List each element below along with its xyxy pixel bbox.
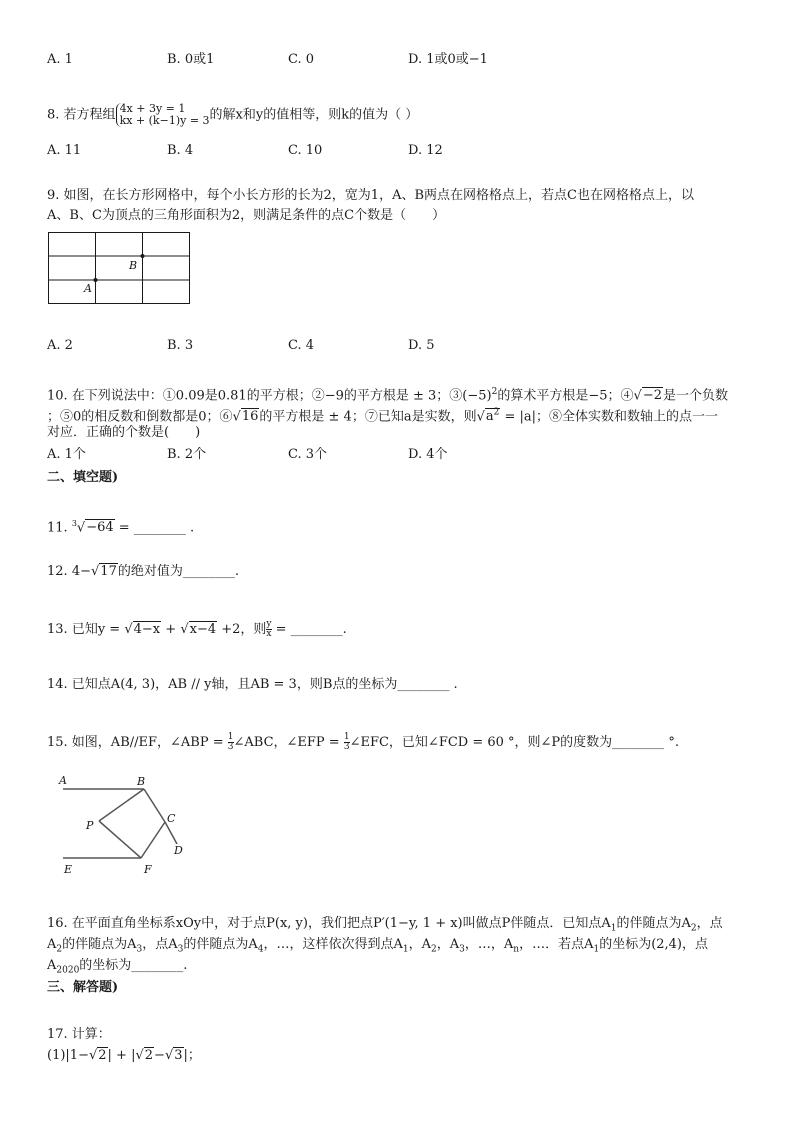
q16-text: ，点A [142, 937, 178, 952]
q16-text: 16. 在平面直角坐标系xOy中，对于点P(x, y)，我们把点P′(1−y, 1 + x)叫做点P伴随点．已知点A [47, 916, 611, 931]
q16-subscript: 4 [257, 944, 264, 955]
q17-radicand: 2 [98, 1048, 107, 1063]
q10-option-a: A. 1个 [47, 447, 86, 462]
q13-answer-blank: = ________. [271, 622, 347, 637]
q9-stem-line2: A、B、C为顶点的三角形面积为2，则满足条件的点C个数是（ ） [47, 208, 446, 223]
q15-text: 15. 如图，AB//EF，∠ABP = [47, 735, 228, 750]
q10-sup: 2 [493, 408, 500, 418]
q16-stem-line3 [47, 957, 187, 980]
q10-stem-line2: ；⑤0的相反数和倒数都是0；⑥√16的平方根是 ± 4；⑦已知a是实数，则$√a^2 = |a|$；⑧全体实数和数轴上的点一一 [47, 408, 719, 425]
q17-radicand: 3 [174, 1048, 183, 1063]
q13-text: +2，则 [217, 622, 267, 637]
q8-option-a: A. 11 [47, 143, 82, 158]
q16-subscript: 1 [402, 944, 409, 955]
q17-text: |； [183, 1048, 201, 1063]
q13-radicand-1: 4−x [133, 622, 161, 637]
q7-option-b: B. 0或1 [167, 52, 215, 67]
q8-option-d: D. 12 [408, 143, 443, 158]
q14-stem: 14. 已知点A(4, 3)，AB // y轴，且AB = 3，则B点的坐标为________ . [47, 677, 458, 692]
q7-option-d: D. 1或0或−1 [408, 52, 488, 67]
q8-equation-2: kx + (k−1)y = 3 [119, 114, 210, 127]
q16-text: ，…，A [464, 937, 514, 952]
q8-equation-system [116, 103, 210, 127]
q15-fraction-denominator: 3 [227, 742, 234, 752]
q13-fraction-numerator: y [266, 619, 272, 629]
q17-title: 17. 计算： [47, 1027, 111, 1042]
q9-label-b: B [129, 259, 138, 272]
q16-text: ，…，这样依次得到点A [263, 937, 403, 952]
q10-option-b: B. 2个 [167, 447, 207, 462]
q8-option-b: B. 4 [167, 143, 194, 158]
q15-label-b: B [137, 775, 146, 788]
q17-text: | + | [107, 1048, 136, 1063]
q11-answer-blank: = ________ . [114, 520, 195, 536]
q10-option-d: D. 4个 [408, 447, 448, 462]
q15-figure-lines [63, 789, 177, 858]
q9-point-a [94, 278, 98, 282]
q16-subscript: n [513, 944, 520, 955]
q17-text: (1)|1− [47, 1048, 89, 1063]
q16-text: 的伴随点为A [62, 937, 137, 952]
q16-text: ，A [408, 937, 432, 952]
q8-prefix: 若方程组 [63, 107, 116, 123]
q9-stem-line1: 9. 如图，在长方形网格中，每个小长方形的长为2，宽为1，A、B两点在网格格点上，若点C也在网格格点上，以 [47, 188, 694, 203]
q10-text: 是一个负数 [662, 388, 728, 404]
q16-subscript: 3 [177, 944, 184, 955]
q10-text: ；⑤0的相反数和倒数都是0；⑥ [47, 409, 233, 425]
q11-number: 11. [47, 520, 68, 536]
q16-text: 的伴随点为A [616, 916, 691, 931]
q16-subscript: 1 [610, 923, 617, 934]
q15-fraction-numerator: 1 [227, 732, 234, 742]
q15-label-a: A [59, 774, 67, 787]
q9-label-a: A [84, 282, 92, 295]
q15-label-e: E [64, 863, 73, 876]
q11-stem: 11. $^3$√−64 = ________ . [47, 519, 195, 536]
q10-radicand-base: a [485, 409, 494, 425]
q16-text: ，A [436, 937, 460, 952]
q8-suffix: 的解x和y的值相等，则k的值为（ ） [209, 107, 419, 123]
q10-radicand: 16 [241, 409, 259, 425]
q10-stem-line3: 对应．正确的个数是( ) [47, 425, 201, 440]
section-2-heading: 二、填空题) [47, 470, 119, 485]
q10-radicand: −2 [642, 388, 662, 404]
q15-label-c: C [167, 812, 176, 825]
q16-text: A [47, 958, 57, 973]
q9-grid-figure [47, 231, 193, 307]
q16-answer-blank: 的坐标为________. [79, 958, 188, 973]
q13-stem: 13. 已知y = √4−x + √x−4 +2，则 $\frac{y}{x}$ = ________. [47, 619, 347, 639]
q13-radicand-2: x−4 [189, 622, 217, 637]
q13-number: 13. [47, 622, 68, 637]
q8-equation-1: 4x + 3y = 1 [119, 102, 186, 115]
q9-point-b [141, 254, 145, 258]
section-3-heading: 三、解答题) [47, 980, 119, 995]
q12-stem: 12. 4−√17的绝对值为________. [47, 564, 239, 579]
q9-option-b: B. 3 [167, 338, 194, 353]
q16-stem-line2 [47, 936, 708, 959]
q13-fraction-denominator: x [266, 629, 272, 639]
q16-text: A [47, 937, 57, 952]
q16-subscript: 3 [136, 944, 143, 955]
q8-stem [47, 103, 418, 127]
q16-text: 的坐标为(2,4)，点 [599, 937, 709, 952]
q15-label-p: P [86, 819, 94, 832]
q16-text: ，…．若点A [519, 937, 594, 952]
q15-stem [47, 733, 679, 752]
q15-figure [55, 772, 195, 876]
q17-part-1: (1)|1−√2| + |√2−√3|； [47, 1048, 201, 1063]
q12-radicand: 17 [100, 564, 117, 579]
q13-text: 已知y = [71, 622, 125, 637]
q17-radicand: 2 [144, 1048, 154, 1063]
q10-text: 的算术平方根是−5；④ [497, 388, 634, 404]
q13-text: + [161, 622, 181, 637]
q11-radicand: −64 [86, 520, 114, 536]
q12-answer-blank: 的绝对值为________. [117, 564, 239, 579]
q10-radicand [485, 408, 501, 424]
q16-stem-line1 [47, 915, 723, 938]
q12-number: 12. [47, 564, 68, 579]
q15-label-f: F [144, 863, 152, 876]
q16-text: ，点 [696, 916, 723, 931]
q15-text: ∠EFC，已知∠FCD = 60 °，则∠P的度数为________ °. [349, 735, 679, 750]
q16-subscript: 2 [690, 923, 697, 934]
q17-text: − [154, 1048, 165, 1063]
q10-text: 10. 在下列说法中：①0.09是0.81的平方根；②−9的平方根是 ± 3；③(−5) [47, 388, 492, 404]
q16-subscript: 1 [593, 944, 600, 955]
q10-option-c: C. 3个 [288, 447, 328, 462]
q15-fraction-numerator: 1 [343, 732, 350, 742]
q16-subscript: 2 [56, 944, 63, 955]
q15-label-d: D [174, 844, 183, 857]
q8-option-c: C. 10 [288, 143, 323, 158]
q16-text: 的伴随点为A [183, 937, 258, 952]
q9-grid-lines [49, 233, 190, 304]
q10-text: = |a|；⑧全体实数和数轴上的点一一 [500, 409, 719, 425]
q15-fraction-denominator: 3 [343, 742, 350, 752]
q9-option-c: C. 4 [288, 338, 315, 353]
q16-subscript: 2020 [56, 965, 80, 976]
q15-text: ∠ABC，∠EFP = [233, 735, 344, 750]
q10-stem-line1: 10. 在下列说法中：①0.09是0.81的平方根；②−9的平方根是 ± 3；$③(-5)^2$的算术平方根是−5；④√−2是一个负数 [47, 387, 728, 404]
q8-number: 8. [47, 107, 60, 123]
q9-option-a: A. 2 [47, 338, 73, 353]
q7-option-a: A. 1 [47, 52, 73, 67]
q12-text: 4− [71, 564, 91, 579]
q16-subscript: 2 [431, 944, 437, 955]
q11-root-index: 3 [71, 519, 77, 528]
q16-subscript: 3 [459, 944, 465, 955]
q9-option-d: D. 5 [408, 338, 435, 353]
q10-text: 的平方根是 ± 4；⑦已知a是实数，则 [259, 409, 477, 425]
q7-option-c: C. 0 [288, 52, 315, 67]
q10-sup: 2 [491, 387, 498, 397]
